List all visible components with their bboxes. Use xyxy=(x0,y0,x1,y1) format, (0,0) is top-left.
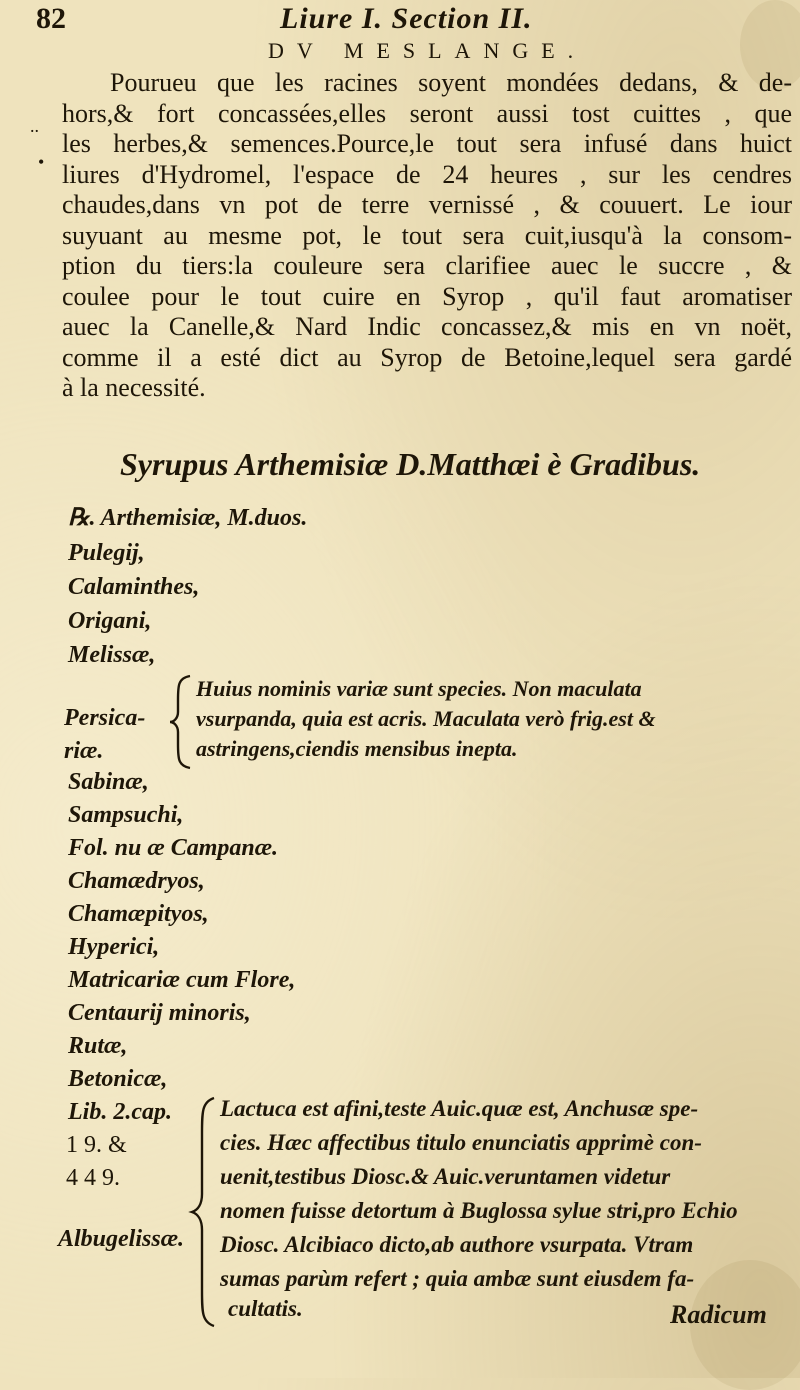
ingredient-albugelissa: Albugelissæ. xyxy=(58,1226,185,1252)
paragraph-line: suyuant au mesme pot, le tout sera cuit,iusqu'à la consom- xyxy=(62,220,792,250)
paragraph-line: auec la Canelle,& Nard Indic concassez,& mis en vn noët, xyxy=(62,312,792,341)
paragraph-line: les herbes,& semences.Pource,le tout sera infusé dans huict xyxy=(62,129,792,158)
lactuca-note-line: Diosc. Alcibiaco dicto,ab authore vsurpata. Vtram xyxy=(220,1232,694,1257)
ingredient-persicaria: riæ. xyxy=(64,738,104,764)
lactuca-note-line: cultatis. xyxy=(228,1296,303,1321)
ingredient-item: Centaurij minoris, xyxy=(68,1000,251,1026)
section-title: DV MESLANGE. xyxy=(268,38,587,63)
running-title: Liure I. Section II. xyxy=(280,2,533,35)
paragraph-line: à la necessité. xyxy=(62,373,206,402)
paragraph-line: coulee pour le tout cuire en Syrop , qu'il faut aromatiser xyxy=(62,281,792,311)
lactuca-note-line: Lactuca est afini,teste Auic.quæ est, Anchusæ spe- xyxy=(220,1096,699,1121)
paragraph-line: chaudes,dans vn pot de terre vernissé , & couuert. Le iour xyxy=(62,190,792,219)
ingredient-item: Origani, xyxy=(68,608,152,634)
paragraph-line: ption du tiers:la couleure sera clarifiee auec le succre , & xyxy=(62,251,792,280)
ingredient-item: Melissæ, xyxy=(68,642,156,668)
ingredient-item: Matricariæ cum Flore, xyxy=(68,967,296,993)
reference-line: Lib. 2.cap. xyxy=(68,1099,172,1125)
persicaria-note-line: Huius nominis variæ sunt species. Non maculata xyxy=(196,676,642,701)
page-number: 82 xyxy=(36,2,66,35)
persicaria-note-line: vsurpanda, quia est acris. Maculata verò frig.est & xyxy=(196,706,656,731)
left-brace xyxy=(188,1094,218,1330)
paragraph-line: comme il a esté dict au Syrop de Betoine,lequel sera gardé xyxy=(62,342,792,372)
recipe-first-line: ℞. Arthemisiæ, M.duos. xyxy=(68,505,308,531)
ingredient-item: Rutæ, xyxy=(68,1033,128,1059)
body-paragraph xyxy=(62,68,792,404)
ingredient-item: Pulegij, xyxy=(68,540,145,566)
ingredient-item: Hyperici, xyxy=(68,934,160,960)
ingredient-item: Betonicæ, xyxy=(68,1066,168,1092)
ingredient-persicaria: Persica- xyxy=(64,705,146,731)
ingredient-item: Calaminthes, xyxy=(68,574,200,600)
ingredient-item: Sampsuchi, xyxy=(68,802,184,828)
lactuca-note-line: sumas parùm refert ; quia ambæ sunt eiusdem fa- xyxy=(220,1266,695,1291)
lactuca-note-line: uenit,testibus Diosc.& Auic.veruntamen videtur xyxy=(220,1164,671,1189)
persicaria-note-line: astringens,ciendis mensibus inepta. xyxy=(196,736,518,761)
ingredient-item: Fol. nu æ Campanæ. xyxy=(68,835,279,861)
ingredient-item: Chamædryos, xyxy=(68,868,205,894)
ingredient-item: Chamæpityos, xyxy=(68,901,209,927)
left-brace xyxy=(166,672,194,772)
paragraph-line: Pourueu que les racines soyent mondées dedans, & de- xyxy=(110,68,792,97)
reference-line: 1 9. & xyxy=(66,1132,127,1158)
recipe-title: Syrupus Arthemisiæ D.Matthæi è Gradibus. xyxy=(120,446,701,482)
lactuca-note-line: cies. Hæc affectibus titulo enunciatis apprimè con- xyxy=(220,1130,702,1155)
margin-bullet: • xyxy=(38,152,45,172)
ingredient-item: Sabinæ, xyxy=(68,769,149,795)
paragraph-line: liures d'Hydromel, l'espace de 24 heures , sur les cendres xyxy=(62,159,792,189)
paragraph-line: hors,& fort concassées,elles seront aussi tost cuittes , que xyxy=(62,98,792,128)
margin-dots: .. xyxy=(30,116,39,136)
lactuca-note-line: nomen fuisse detortum à Buglossa sylue stri,pro Echio xyxy=(220,1198,738,1223)
reference-line: 4 4 9. xyxy=(66,1165,120,1191)
catchword: Radicum xyxy=(670,1300,767,1329)
